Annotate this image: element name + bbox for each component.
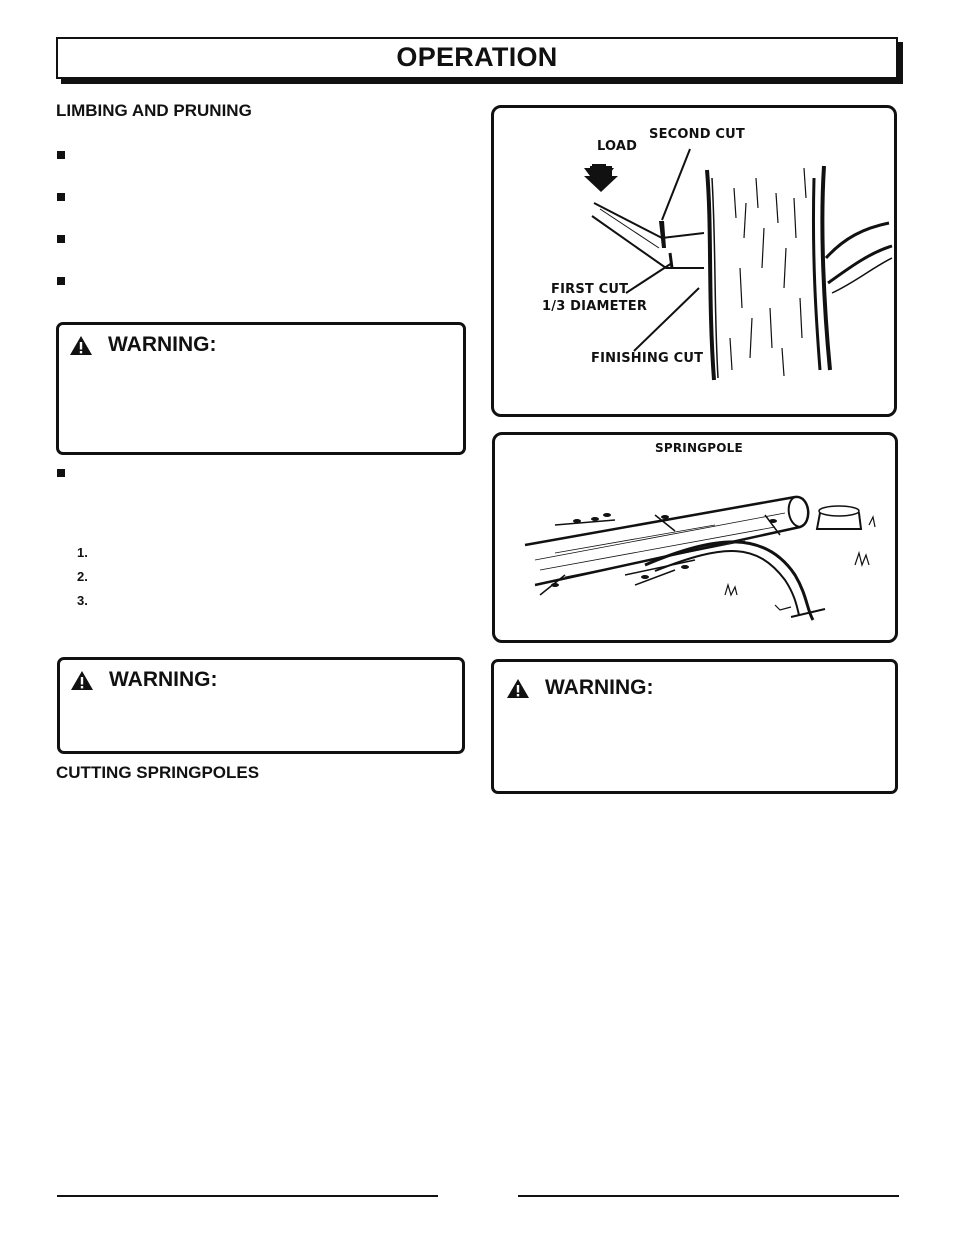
header-bar [56,37,898,79]
warning-header [506,676,654,700]
pruning-cuts-figure [491,105,897,417]
load-label: LOAD [597,139,638,154]
footer-rule-left [57,1195,438,1197]
page-title: OPERATION [396,42,558,72]
warning-header [70,668,218,692]
bullet-icon [57,193,65,201]
warning-box-1 [56,322,466,455]
finishing-cut-label: FINISHING CUT [591,351,704,366]
warning-box-2 [57,657,465,754]
pruning-illustration [494,108,894,414]
warning-triangle-icon [70,670,94,691]
warning-label: WARNING: [545,676,654,699]
springpole-figure [492,432,898,643]
bullet-icon [57,151,65,159]
cutting-springpoles-heading: CUTTING SPRINGPOLES [56,763,260,782]
bullet-icon [57,235,65,243]
warning-header [69,333,217,357]
step-number-3: 3. [77,593,88,608]
first-cut-label: FIRST CUT [551,282,629,297]
springpole-label: SPRINGPOLE [655,441,743,455]
step-number-1: 1. [77,545,88,560]
bullet-icon [57,277,65,285]
footer-rule-right [518,1195,899,1197]
warning-label: WARNING: [108,333,217,356]
second-cut-label: SECOND CUT [649,127,745,142]
warning-triangle-icon [506,678,530,699]
bullet-icon [57,469,65,477]
diameter-label: 1/3 DIAMETER [542,299,648,314]
springpole-illustration [495,435,895,640]
step-number-2: 2. [77,569,88,584]
warning-label: WARNING: [109,668,218,691]
limbing-pruning-heading: LIMBING AND PRUNING [56,101,252,120]
warning-triangle-icon [69,335,93,356]
warning-box-3 [491,659,898,794]
